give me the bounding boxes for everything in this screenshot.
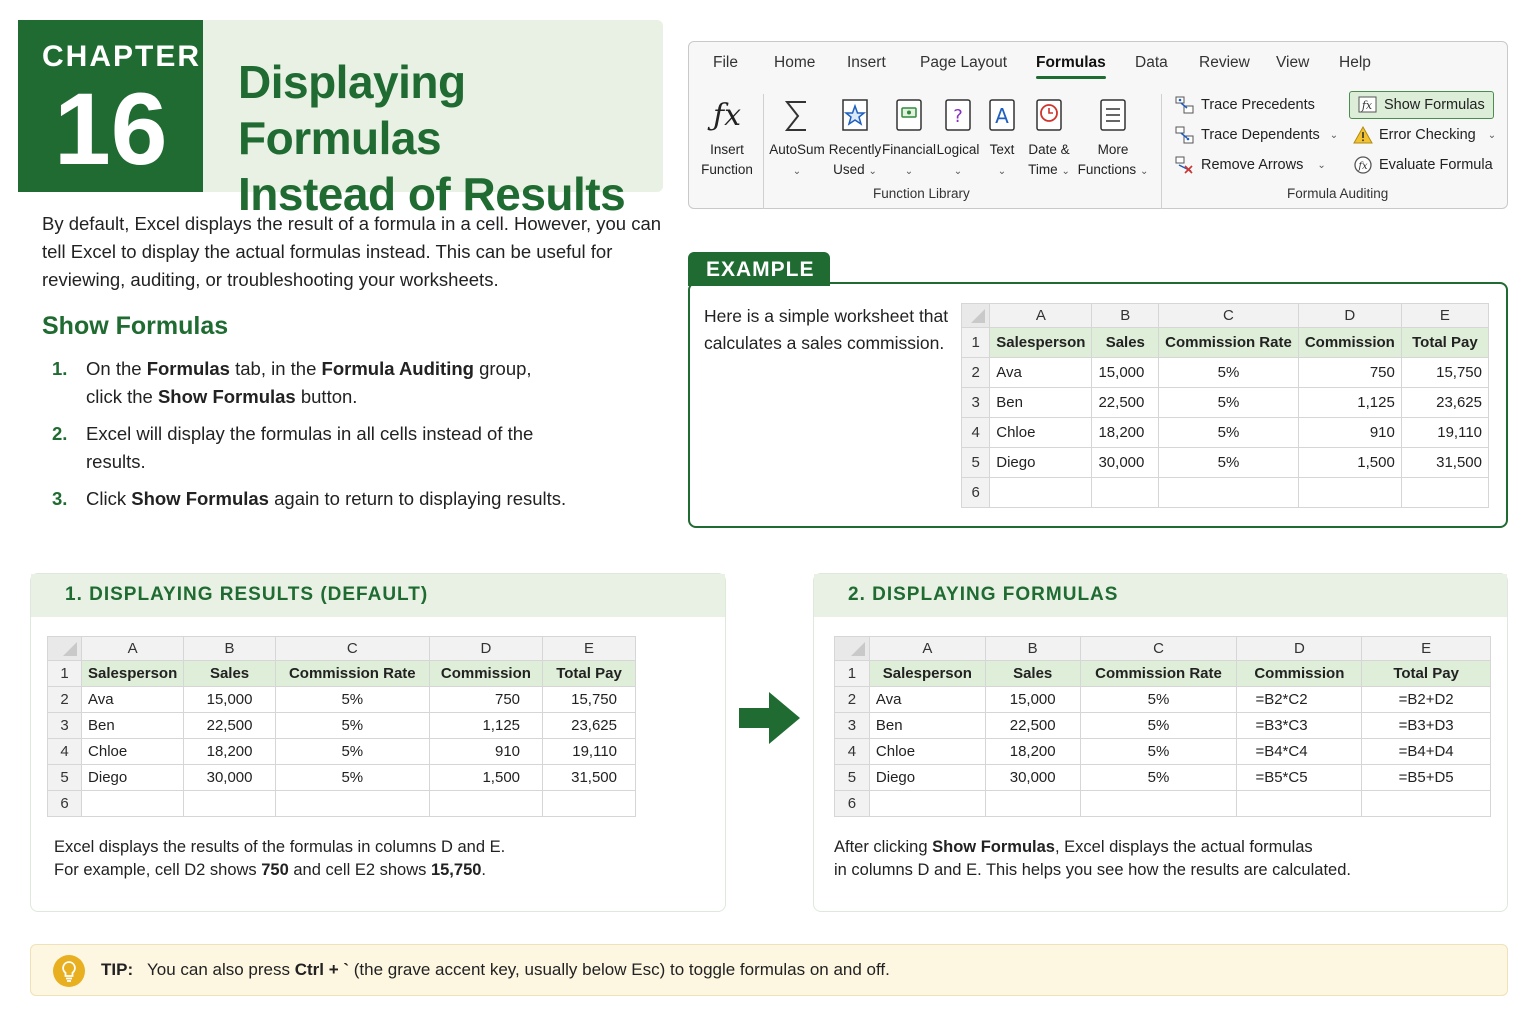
column-header[interactable]: A [990,304,1092,328]
row-header[interactable]: 5 [835,765,870,791]
svg-text:fx: fx [1361,99,1373,112]
function-library-label: Function Library [873,186,970,201]
column-header[interactable]: D [429,637,542,661]
tip-text-1: You can also press [146,960,295,979]
example-worksheet [961,303,1489,508]
formula-cell[interactable]: =B2+D2 [1362,687,1491,713]
cell[interactable]: 30,000 [184,765,276,791]
chapter-word: CHAPTER [42,40,202,73]
text-icon [987,96,1017,136]
row-header[interactable]: 4 [962,418,990,448]
row-header[interactable]: 5 [962,448,990,478]
more-functions-icon [1098,96,1128,136]
results-caption-line-1: Excel displays the results of the formulas in columns D and E. [54,838,506,856]
row-header[interactable]: 6 [962,478,990,508]
header-cell[interactable]: Commission [1237,661,1362,687]
step-number: 1. [52,358,68,379]
step-text: button. [295,386,358,407]
step-text: again to return to displaying results. [268,488,567,509]
trace-dependents-icon [1175,126,1195,144]
chevron-down-icon: ⌄ [1317,159,1326,171]
cell[interactable]: 5% [1080,739,1237,765]
chevron-down-icon: ⌄ [1061,166,1070,177]
row-header[interactable]: 3 [962,388,990,418]
financial-label: Financial [882,142,937,157]
insert-function-label-2: Function [701,162,753,177]
evaluate-formula-label: Evaluate Formula [1379,157,1493,173]
column-header[interactable]: A [82,637,184,661]
cell[interactable] [869,791,985,817]
error-checking-button[interactable] [1353,122,1496,148]
cell[interactable]: Chloe [869,739,985,765]
cell[interactable]: 5% [1080,687,1237,713]
autosum-button[interactable] [765,96,829,182]
step-3 [52,485,572,513]
row-header[interactable]: 4 [835,739,870,765]
cell[interactable]: Ava [869,687,985,713]
cell[interactable]: 22,500 [985,713,1080,739]
cell[interactable] [1092,478,1159,508]
step-bold: Formulas [146,358,230,379]
cell[interactable]: 18,200 [184,739,276,765]
cell[interactable] [1401,478,1488,508]
column-header[interactable]: B [184,637,276,661]
column-header[interactable]: E [1401,304,1488,328]
example-text: Here is a simple worksheet that calculates a sales commission. [704,306,949,353]
header-cell[interactable]: Commission [1298,328,1401,358]
tab-formulas[interactable]: Formulas [1036,54,1106,71]
cell[interactable]: Diego [869,765,985,791]
svg-text:?: ? [953,106,963,127]
select-all-corner[interactable] [835,637,870,661]
chevron-down-icon: ⌄ [1329,129,1339,141]
cell[interactable]: 23,625 [1401,388,1488,418]
results-panel-title: 1. DISPLAYING RESULTS (DEFAULT) [31,574,725,617]
show-formulas-button[interactable] [1349,91,1494,119]
cell[interactable]: 18,200 [1092,418,1159,448]
trace-precedents-button[interactable] [1175,92,1315,118]
cell[interactable]: Ben [990,388,1092,418]
header-cell[interactable]: Sales [1092,328,1159,358]
cell[interactable] [1298,478,1401,508]
caption-text: , Excel displays the actual formulas [1054,838,1313,856]
select-all-corner[interactable] [48,637,82,661]
cell[interactable] [184,791,276,817]
column-header[interactable]: C [275,637,429,661]
trace-dependents-label: Trace Dependents [1201,127,1320,143]
cell[interactable]: Ben [82,713,184,739]
date-time-label-2: Time [1028,162,1058,177]
cell[interactable]: 15,750 [543,687,636,713]
step-text: Excel will display the formulas in all cells instead of the results. [86,423,534,472]
tab-file[interactable]: File [713,54,738,71]
column-header[interactable]: E [1362,637,1491,661]
row-header[interactable]: 3 [835,713,870,739]
results-worksheet [47,636,636,817]
formulas-worksheet [834,636,1491,817]
arrow-right-icon [739,692,801,744]
cell[interactable]: 22,500 [1092,388,1159,418]
money-icon [894,96,924,136]
cell[interactable]: 910 [429,739,542,765]
cell[interactable]: Ava [82,687,184,713]
cell[interactable]: 5% [1080,765,1237,791]
insert-function-button[interactable] [695,96,759,180]
formula-cell[interactable]: =B3*C3 [1237,713,1362,739]
column-header[interactable]: C [1080,637,1237,661]
column-header[interactable]: B [1092,304,1159,328]
chapter-title-line-1: Displaying Formulas [238,56,466,164]
cell[interactable] [543,791,636,817]
ribbon-tabs [689,54,1507,80]
cell[interactable] [429,791,542,817]
step-2 [52,420,572,476]
header-cell[interactable]: Total Pay [1401,328,1488,358]
row-header[interactable]: 1 [48,661,82,687]
cell[interactable]: 750 [429,687,542,713]
clock-icon [1034,96,1064,136]
row-header[interactable]: 2 [835,687,870,713]
formula-auditing-label: Formula Auditing [1287,186,1389,201]
more-functions-button[interactable] [1075,96,1151,182]
cell[interactable] [1159,478,1299,508]
remove-arrows-icon [1175,156,1195,174]
evaluate-formula-icon [1353,156,1373,174]
cell[interactable]: Chloe [990,418,1092,448]
insert-function-label-1: Insert [710,142,744,157]
tip-text [101,960,890,980]
chevron-down-icon: ⌄ [904,166,914,177]
financial-button[interactable] [882,96,936,182]
trace-precedents-icon [1175,96,1195,114]
chevron-down-icon: ⌄ [1487,129,1497,141]
cell[interactable]: Diego [990,448,1092,478]
row-header[interactable]: 2 [962,358,990,388]
warning-icon [1353,126,1373,144]
header-cell[interactable]: Sales [184,661,276,687]
cell[interactable]: 15,000 [1092,358,1159,388]
formula-cell[interactable]: =B4+D4 [1362,739,1491,765]
cell[interactable]: 18,200 [985,739,1080,765]
row-header[interactable]: 3 [48,713,82,739]
row-header[interactable]: 1 [835,661,870,687]
more-functions-label-1: More [1097,142,1129,157]
recently-used-label-2: Used [833,162,865,177]
svg-text:fx: fx [1358,161,1368,172]
step-number: 3. [52,488,68,509]
header-cell[interactable]: Total Pay [543,661,636,687]
excel-ribbon [688,41,1508,209]
step-number: 2. [52,423,68,444]
remove-arrows-button[interactable] [1175,152,1326,178]
cell[interactable]: 30,000 [1092,448,1159,478]
cell[interactable]: 1,125 [429,713,542,739]
header-cell[interactable]: Sales [985,661,1080,687]
ribbon-separator [763,94,764,209]
cell[interactable]: 750 [1298,358,1401,388]
cell[interactable]: Ben [869,713,985,739]
cell[interactable] [1080,791,1237,817]
tab-help[interactable]: Help [1339,54,1371,71]
formula-cell[interactable]: =B3+D3 [1362,713,1491,739]
logical-label: Logical [936,142,980,157]
remove-arrows-label: Remove Arrows [1201,157,1304,173]
step-bold: Formula Auditing [321,358,474,379]
cell[interactable]: 31,500 [1401,448,1488,478]
header-cell[interactable]: Commission [429,661,542,687]
trace-precedents-label: Trace Precedents [1201,97,1315,113]
steps-list [52,355,572,522]
cell[interactable]: 1,500 [429,765,542,791]
tab-view[interactable]: View [1276,54,1310,71]
select-all-corner[interactable] [962,304,990,328]
chapter-title-line-2: Instead of Results [238,168,626,220]
cell[interactable] [82,791,184,817]
lightbulb-icon [53,955,85,987]
caption-text: For example, cell D2 shows [54,861,262,879]
tip-box [30,944,1508,996]
results-caption-line-2 [54,859,714,882]
header-cell[interactable]: Salesperson [869,661,985,687]
cell[interactable] [985,791,1080,817]
tab-home[interactable]: Home [774,54,816,71]
column-header[interactable]: E [543,637,636,661]
step-1 [52,355,572,411]
cell[interactable]: 910 [1298,418,1401,448]
header-cell[interactable]: Salesperson [82,661,184,687]
example-tab: EXAMPLE [688,252,830,286]
caption-bold: 750 [261,861,289,879]
tip-text-2: (the grave accent key, usually below Esc) to toggle formulas on and off. [349,960,890,979]
row-header[interactable]: 4 [48,739,82,765]
cell[interactable]: 5% [1159,388,1299,418]
formulas-caption-line-2: in columns D and E. This helps you see how the results are calculated. [834,861,1351,879]
column-header[interactable]: A [869,637,985,661]
formula-cell[interactable]: =B4*C4 [1237,739,1362,765]
trace-dependents-button[interactable] [1175,122,1338,148]
date-time-label-1: Date & [1028,142,1070,157]
error-checking-label: Error Checking [1379,127,1476,143]
cell[interactable]: 5% [1159,418,1299,448]
caption-text: After clicking [834,838,933,856]
formulas-caption-line-1 [834,836,1494,859]
chapter-header [18,20,663,220]
formulas-caption [834,836,1494,882]
recently-used-label-1: Recently [828,142,882,157]
caption-text: and cell E2 shows [288,861,431,879]
fx-icon: ƒx [712,98,742,133]
cell[interactable]: 1,500 [1298,448,1401,478]
autosum-label: AutoSum [769,142,825,157]
caption-text: . [481,861,487,879]
show-formulas-label: Show Formulas [1384,97,1485,113]
ribbon-separator [1161,94,1162,209]
cell[interactable]: 31,500 [543,765,636,791]
cell[interactable]: 23,625 [543,713,636,739]
cell[interactable]: 19,110 [1401,418,1488,448]
chapter-title [238,54,658,222]
tip-shortcut: Ctrl + ` [294,960,350,979]
column-header[interactable]: D [1237,637,1362,661]
intro-paragraph: By default, Excel displays the result of a formula in a cell. However, you can tell Excel to display the actual formulas instead. This can be useful for reviewing, auditing, or troubleshooting your worksheets. [42,213,662,290]
question-icon [943,96,973,136]
more-functions-label-2: Functions [1077,162,1137,177]
caption-bold: Show Formulas [932,838,1055,856]
cell[interactable]: 15,750 [1401,358,1488,388]
chevron-down-icon: ⌄ [1139,166,1149,177]
column-header[interactable]: B [985,637,1080,661]
chevron-down-icon: ⌄ [953,166,963,177]
cell[interactable]: Chloe [82,739,184,765]
tab-data[interactable]: Data [1135,54,1168,71]
cell[interactable]: 19,110 [543,739,636,765]
row-header[interactable]: 5 [48,765,82,791]
logical-button[interactable] [933,96,983,182]
svg-text:A: A [995,104,1009,128]
step-bold: Show Formulas [131,488,269,509]
show-formulas-icon [1358,96,1378,114]
cell[interactable]: Diego [82,765,184,791]
cell[interactable]: 15,000 [184,687,276,713]
cell[interactable]: 15,000 [985,687,1080,713]
caption-bold: 15,750 [430,861,482,879]
cell[interactable] [1362,791,1491,817]
step-bold: Show Formulas [157,386,296,407]
header-cell[interactable]: Salesperson [990,328,1092,358]
results-caption [54,836,714,882]
column-header[interactable]: D [1298,304,1401,328]
formula-cell[interactable]: =B2*C2 [1237,687,1362,713]
chapter-badge [18,20,203,192]
star-icon [840,96,870,136]
formula-cell[interactable]: =B5+D5 [1362,765,1491,791]
text-button[interactable] [983,96,1021,182]
step-text: Click [86,488,132,509]
column-header[interactable]: C [1159,304,1299,328]
cell[interactable] [275,791,429,817]
cell[interactable]: 5% [275,739,429,765]
row-header[interactable]: 2 [48,687,82,713]
row-header[interactable]: 1 [962,328,990,358]
tip-label: TIP: [101,960,134,979]
show-formulas-heading: Show Formulas [42,312,229,340]
tab-page-layout[interactable]: Page Layout [920,54,1008,71]
sigma-icon [782,96,812,136]
step-text: On the [86,358,147,379]
cell[interactable]: 30,000 [985,765,1080,791]
header-cell[interactable]: Commission Rate [275,661,429,687]
header-cell[interactable]: Commission Rate [1159,328,1299,358]
recently-used-button[interactable] [827,96,883,182]
header-cell[interactable]: Total Pay [1362,661,1491,687]
formula-cell[interactable]: =B5*C5 [1237,765,1362,791]
cell[interactable]: Ava [990,358,1092,388]
cell[interactable]: 5% [1080,713,1237,739]
row-header[interactable]: 6 [835,791,870,817]
step-text: group, click the [86,358,532,407]
step-text: tab, in the [229,358,322,379]
cell[interactable]: 1,125 [1298,388,1401,418]
date-time-button[interactable] [1021,96,1077,182]
cell[interactable]: 5% [1159,448,1299,478]
cell[interactable]: 5% [275,713,429,739]
cell[interactable]: 5% [275,765,429,791]
text-label: Text [989,142,1015,157]
chevron-down-icon: ⌄ [868,166,877,177]
cell[interactable]: 5% [1159,358,1299,388]
tab-insert[interactable]: Insert [847,54,886,71]
cell[interactable]: 5% [275,687,429,713]
cell[interactable] [1237,791,1362,817]
cell[interactable]: 22,500 [184,713,276,739]
header-cell[interactable]: Commission Rate [1080,661,1237,687]
evaluate-formula-button[interactable] [1353,152,1493,178]
chapter-number: 16 [54,72,168,186]
chevron-down-icon: ⌄ [997,166,1007,177]
cell[interactable] [990,478,1092,508]
chevron-down-icon: ⌄ [792,166,802,177]
row-header[interactable]: 6 [48,791,82,817]
formulas-panel-title: 2. DISPLAYING FORMULAS [814,574,1507,617]
tab-review[interactable]: Review [1199,54,1250,71]
